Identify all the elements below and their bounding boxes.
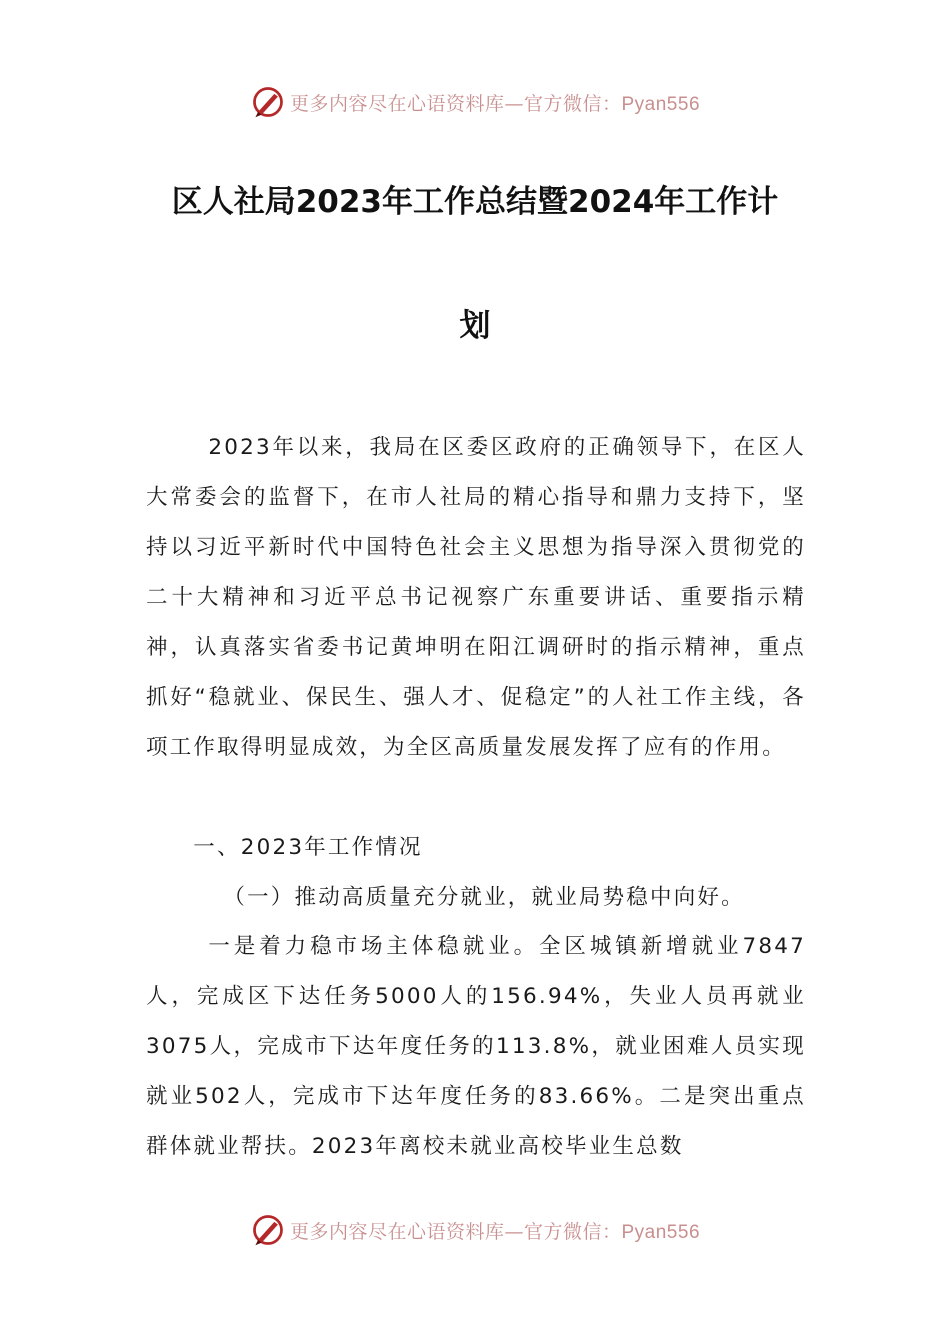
watermark-text: 更多内容尽在心语资料库—官方微信：Pyan556 xyxy=(289,92,701,115)
document-title-line2: 划 xyxy=(459,308,491,344)
header-watermark xyxy=(0,80,950,124)
paragraph-employment: 一是着力稳市场主体稳就业。全区城镇新增就业7847人，完成区下达任务5000人的156.94%，失业人员再就业3075人，完成市下达年度任务的113.8%，就业困难人员实现就业502人，完成市下达年度任务的83.66%。二是突出重点群体就业帮扶。2023年离校未就业高校毕业生总数 xyxy=(146,934,806,1159)
footer-watermark xyxy=(0,1208,950,1252)
pen-logo-icon xyxy=(250,84,286,120)
subsection-heading-1: （一）推动高质量充分就业，就业局势稳中向好。 xyxy=(223,885,745,910)
paragraph-intro: 2023年以来，我局在区委区政府的正确领导下，在区人大常委会的监督下，在市人社局的精心指导和鼎力支持下，坚持以习近平新时代中国特色社会主义思想为指导深入贯彻党的二十大精神和习近平总书记视察广东重要讲话、重要指示精神，认真落实省委书记黄坤明在阳江调研时的指示精神，重点抓好“稳就业、保民生、强人才、促稳定”的人社工作主线，各项工作取得明显成效，为全区高质量发展发挥了应有的作用。 xyxy=(146,435,806,760)
document-title-line1: 区人社局2023年工作总结暨2024年工作计 xyxy=(171,184,779,220)
pen-logo-icon xyxy=(250,1212,286,1248)
section-heading-1: 一、2023年工作情况 xyxy=(193,835,423,860)
watermark-text: 更多内容尽在心语资料库—官方微信：Pyan556 xyxy=(289,1220,701,1243)
